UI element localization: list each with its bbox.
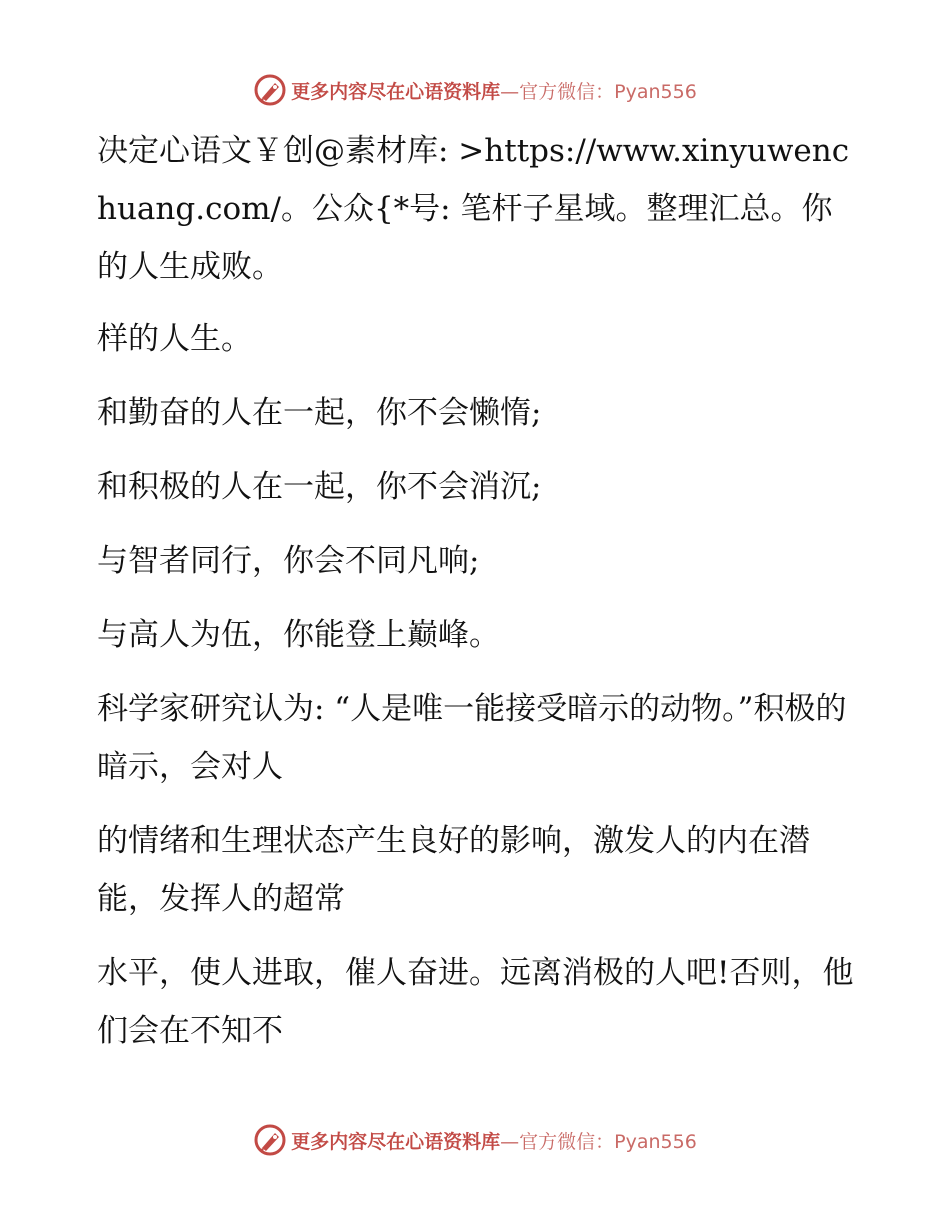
paragraph: 和积极的人在一起，你不会消沉;: [97, 469, 542, 505]
banner-contact: —官方微信：Pyan556: [500, 80, 697, 103]
pen-nib-logo-icon: [253, 1123, 287, 1157]
paragraph: 决定心语文￥创@素材库: >https://www.xinyuwenchuang.com/。公众{*号: 笔杆子星域。整理汇总。你的人生成败。: [97, 133, 850, 285]
paragraph: 和勤奋的人在一起，你不会懒惰;: [97, 395, 542, 431]
paragraph: 的情绪和生理状态产生良好的影响，激发人的内在潜能，发挥人的超常: [97, 823, 810, 917]
paragraph: 与智者同行，你会不同凡响;: [97, 543, 480, 579]
paragraph: 科学家研究认为: “人是唯一能接受暗示的动物。”积极的暗示，会对人: [97, 691, 847, 785]
header-banner: [0, 70, 950, 110]
pen-nib-logo-icon: [253, 73, 287, 107]
banner-title: 更多内容尽在心语资料库: [291, 80, 501, 103]
banner-contact: —官方微信：Pyan556: [500, 1130, 697, 1153]
banner-title: 更多内容尽在心语资料库: [291, 1130, 501, 1153]
footer-banner: [0, 1120, 950, 1160]
paragraph: 水平，使人进取，催人奋进。远离消极的人吧!否则，他们会在不知不: [97, 955, 854, 1049]
paragraph: 与高人为伍，你能登上巅峰。: [97, 617, 500, 653]
document-body: [97, 122, 857, 1076]
paragraph: 样的人生。: [97, 321, 252, 357]
